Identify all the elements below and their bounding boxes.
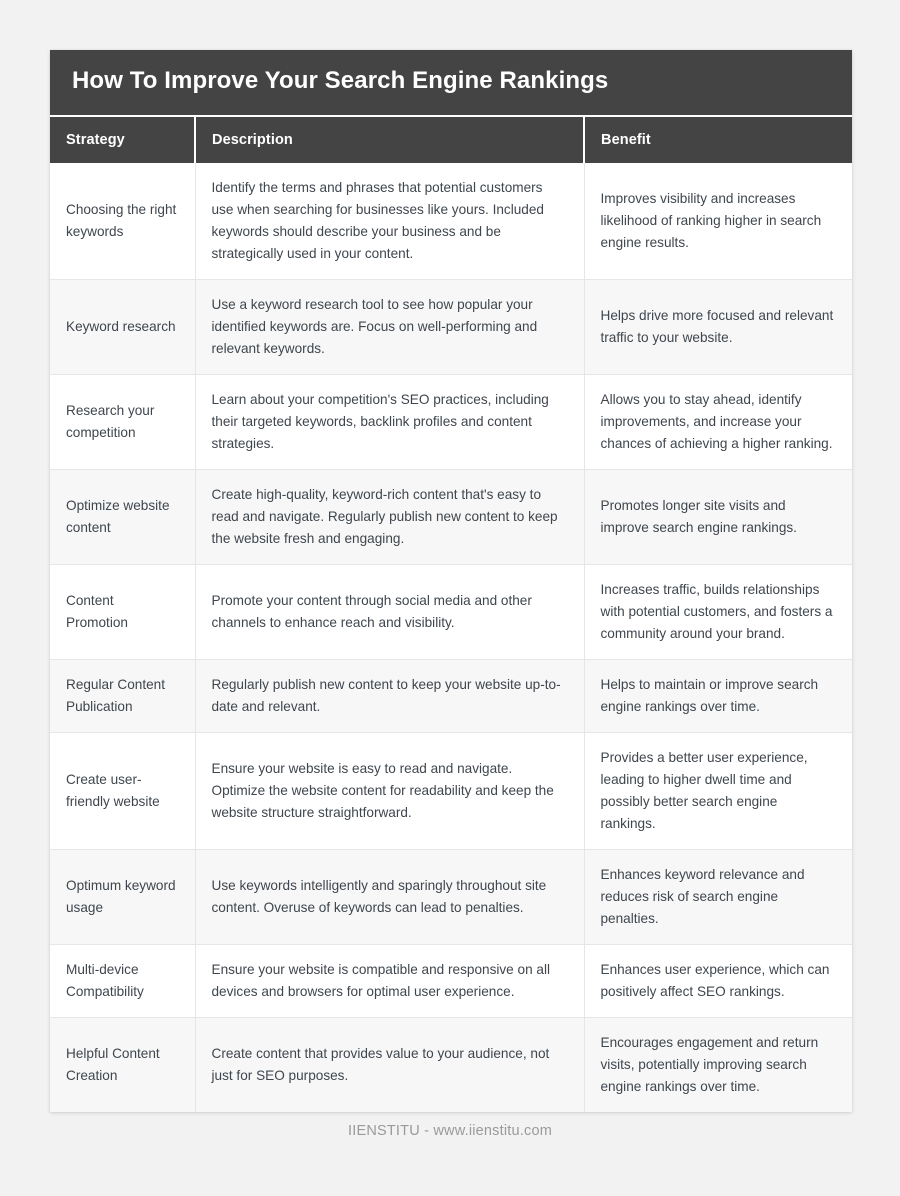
table-row xyxy=(50,374,852,469)
cell-strategy: Optimum keyword usage xyxy=(50,850,195,945)
cell-description: Create content that provides value to your audience, not just for SEO purposes. xyxy=(195,1018,584,1113)
cell-benefit: Encourages engagement and return visits, potentially improving search engine rankings over time. xyxy=(584,1018,852,1113)
title-bar xyxy=(50,50,852,117)
footer-attribution: IIENSTITU - www.iienstitu.com xyxy=(348,1123,552,1139)
cell-description: Ensure your website is easy to read and navigate. Optimize the website content for readability and keep the website structure straightforward. xyxy=(195,733,584,850)
cell-strategy: Choosing the right keywords xyxy=(50,163,195,280)
table-row xyxy=(50,660,852,733)
table-row xyxy=(50,733,852,850)
table-row xyxy=(50,850,852,945)
table-row xyxy=(50,279,852,374)
cell-description: Ensure your website is compatible and responsive on all devices and browsers for optimal user experience. xyxy=(195,945,584,1018)
table-header-row xyxy=(50,117,852,163)
cell-benefit: Provides a better user experience, leading to higher dwell time and possibly better search engine rankings. xyxy=(584,733,852,850)
cell-description: Regularly publish new content to keep your website up-to-date and relevant. xyxy=(195,660,584,733)
cell-description: Learn about your competition's SEO practices, including their targeted keywords, backlink profiles and content strategies. xyxy=(195,374,584,469)
cell-benefit: Promotes longer site visits and improve search engine rankings. xyxy=(584,469,852,564)
cell-description: Use a keyword research tool to see how popular your identified keywords are. Focus on well-performing and relevant keywords. xyxy=(195,279,584,374)
table-card xyxy=(50,50,852,1112)
table-body xyxy=(50,163,852,1112)
column-header-description: Description xyxy=(195,117,584,163)
cell-strategy: Multi-device Compatibility xyxy=(50,945,195,1018)
cell-strategy: Optimize website content xyxy=(50,469,195,564)
table-row xyxy=(50,565,852,660)
cell-strategy: Create user-friendly website xyxy=(50,733,195,850)
table-row xyxy=(50,1018,852,1113)
table-row xyxy=(50,469,852,564)
cell-strategy: Regular Content Publication xyxy=(50,660,195,733)
cell-strategy: Content Promotion xyxy=(50,565,195,660)
footer xyxy=(0,1122,900,1140)
cell-benefit: Allows you to stay ahead, identify improvements, and increase your chances of achieving a higher ranking. xyxy=(584,374,852,469)
strategies-table xyxy=(50,117,852,1112)
table-head xyxy=(50,117,852,163)
cell-strategy: Research your competition xyxy=(50,374,195,469)
cell-description: Create high-quality, keyword-rich content that's easy to read and navigate. Regularly publish new content to keep the website fresh and engaging. xyxy=(195,469,584,564)
cell-benefit: Helps to maintain or improve search engine rankings over time. xyxy=(584,660,852,733)
table-row xyxy=(50,945,852,1018)
cell-benefit: Enhances user experience, which can positively affect SEO rankings. xyxy=(584,945,852,1018)
table-row xyxy=(50,163,852,280)
cell-description: Use keywords intelligently and sparingly throughout site content. Overuse of keywords can lead to penalties. xyxy=(195,850,584,945)
cell-description: Identify the terms and phrases that potential customers use when searching for businesses like yours. Included keywords should describe your business and be strategically used in your content. xyxy=(195,163,584,280)
cell-strategy: Helpful Content Creation xyxy=(50,1018,195,1113)
page-title: How To Improve Your Search Engine Rankings xyxy=(72,67,609,94)
cell-strategy: Keyword research xyxy=(50,279,195,374)
cell-benefit: Enhances keyword relevance and reduces risk of search engine penalties. xyxy=(584,850,852,945)
cell-benefit: Improves visibility and increases likelihood of ranking higher in search engine results. xyxy=(584,163,852,280)
cell-benefit: Helps drive more focused and relevant traffic to your website. xyxy=(584,279,852,374)
cell-description: Promote your content through social media and other channels to enhance reach and visibility. xyxy=(195,565,584,660)
column-header-strategy: Strategy xyxy=(50,117,195,163)
cell-benefit: Increases traffic, builds relationships with potential customers, and fosters a community around your brand. xyxy=(584,565,852,660)
column-header-benefit: Benefit xyxy=(584,117,852,163)
